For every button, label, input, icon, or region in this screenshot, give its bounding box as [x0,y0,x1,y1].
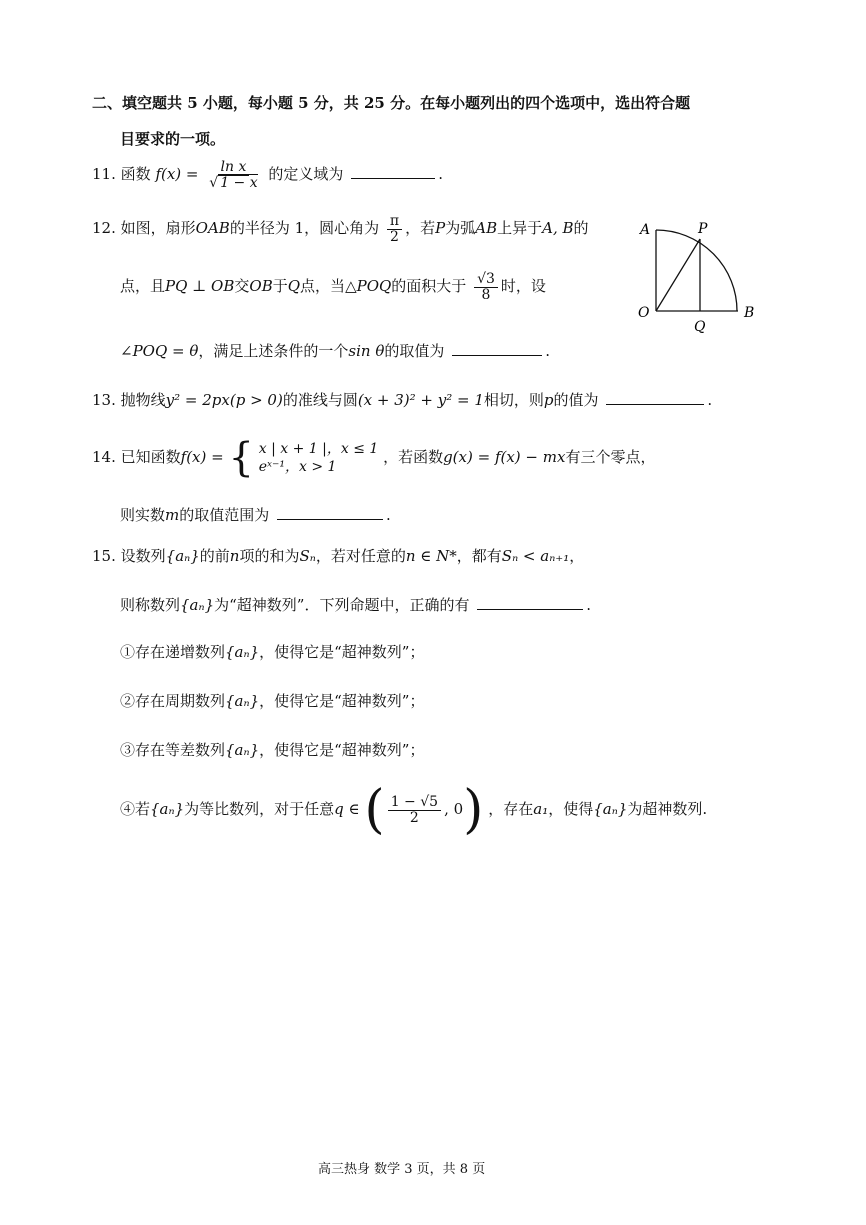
question-15-line1 [92,545,584,566]
q13-text: 抛物线 [120,391,166,409]
q15-text: ，使得它是“超神数列”； [259,643,425,661]
q15-an: {aₙ} [225,692,260,710]
q15-q-den: 2 [409,809,419,826]
question-14-line1 [92,435,656,481]
q14-text: 的取值范围为 [179,506,270,524]
q12-number: 12. [92,219,116,238]
q15-option-1 [120,641,424,662]
q13-parabola: y² = 2px(p > 0) [165,391,283,409]
label-q: Q [694,319,706,335]
q14-brace: { [228,435,254,481]
sector-figure [630,215,765,335]
question-12-line3 [120,340,550,361]
q14-fx: f(x) = [180,448,224,466]
q15-text: ③存在等差数列 [120,741,226,759]
q15-nset: n ∈ N* [405,547,457,565]
q12-angle-fraction [387,214,402,244]
q13-answer-blank[interactable] [606,390,704,405]
q11-end: . [438,165,443,184]
q13-text: 的准线与圆 [282,391,358,409]
segment-op [656,239,700,311]
q15-an: {aₙ} [165,547,200,565]
q15-option-3 [120,739,424,760]
q15-an: {aₙ} [225,643,260,661]
q11-den-inner: 1 − x [220,174,258,191]
q12-answer-blank[interactable] [452,341,542,356]
q14-case2: eˣ⁻¹，x > 1 [258,459,337,475]
q15-sn: Sₙ [299,547,316,565]
section-heading-line2: 目要求的一项。 [120,130,226,148]
q15-text: ，存在 [488,800,534,818]
q15-q-num: 1 − √5 [388,795,441,811]
q15-an: {aₙ} [180,596,215,614]
q15-an: {aₙ} [593,800,628,818]
q13-end: . [707,391,713,409]
q12-end: . [545,342,550,360]
question-11 [92,160,443,190]
q12-text: 时，设 [500,277,546,296]
q15-an: {aₙ} [150,800,185,818]
q12-text: ，若 [405,219,436,238]
question-13 [92,389,712,410]
q14-end: . [386,506,391,524]
q15-q-tail: , 0 [444,800,464,818]
q15-end: . [586,596,592,614]
q13-text: 的值为 [553,391,599,409]
q12-text: 的 [573,219,589,238]
q12-text: 点，且 [120,277,166,296]
q12-pq-perp: PQ ⊥ OB [165,277,235,296]
q11-fraction [206,160,260,190]
q15-a1: a₁ [533,800,549,818]
q12-text: 的面积大于 [391,277,467,296]
label-a: A [640,222,651,238]
q15-text: ，使得它是“超神数列”； [259,692,425,710]
q15-text: 为等比数列，对于任意 [184,800,335,818]
q14-text: 已知函数 [120,448,181,466]
q14-piecewise [259,440,379,476]
q15-text: ， [569,547,585,565]
q14-number: 14. [92,448,116,466]
question-12-line1 [92,214,589,244]
q14-text: 则实数 [120,506,166,524]
q12-text: 如图，扇形 [120,219,196,238]
q12-angle-num: π [387,214,402,230]
q15-text: 为超神数列. [627,800,708,818]
q12-angle-den: 2 [390,228,399,245]
q14-answer-blank[interactable] [277,505,383,520]
q15-text: ，使得它是“超神数列”； [259,741,425,759]
q13-number: 13. [92,391,116,409]
q14-m: m [165,506,180,524]
q15-inequality: Sₙ < aₙ₊₁ [501,547,570,565]
q15-text: 设数列 [120,547,166,565]
q14-gx: g(x) = f(x) − mx [443,448,566,466]
q11-answer-blank[interactable] [351,164,435,179]
q11-suffix: 的定义域为 [268,165,344,184]
q15-right-paren: ) [463,780,484,840]
q15-text: 则称数列 [120,596,181,614]
q14-text: ，若函数 [383,448,444,466]
q12-p: P [435,219,446,238]
section-heading-line1: 二、填空题共 5 小题，每小题 5 分，共 25 分。在每小题列出的四个选项中，选出符合题 [92,94,691,112]
q12-area-num: √3 [474,272,498,288]
q15-text: ，都有 [456,547,502,565]
q12-triangle: △POQ [345,277,392,296]
q15-text: ②存在周期数列 [120,692,226,710]
q12-ab-points: A, B [542,219,574,238]
question-14-line2 [120,504,391,525]
q12-text: 于 [272,277,288,296]
q15-answer-blank[interactable] [477,595,583,610]
q12-area-den: 8 [481,286,491,303]
label-p: P [698,221,708,237]
q12-ab: AB [475,219,498,238]
q15-an: {aₙ} [225,741,260,759]
q15-q: q ∈ [334,800,360,818]
q11-den-sqrt: √ [209,174,219,191]
q15-text: ④若 [120,800,151,818]
q15-text: 为“超神数列”．下列命题中，正确的有 [214,596,470,614]
page-footer: 高三热身 数学 3 页，共 8 页 [318,1162,486,1177]
q13-p: p [543,391,554,409]
q15-text: 的前 [199,547,230,565]
q15-text: ，若对任意的 [315,547,406,565]
q15-number: 15. [92,547,116,565]
label-b: B [744,305,755,321]
q13-circle: (x + 3)² + y² = 1 [357,391,484,409]
q12-q: Q [287,277,301,296]
q15-text: ①存在递增数列 [120,643,226,661]
q15-left-paren: ( [364,780,385,840]
q12-oab: OAB [195,219,230,238]
q11-number: 11. [92,165,116,184]
q12-text: 上异于 [497,219,543,238]
q12-ob: OB [249,277,273,296]
q15-q-fraction [388,795,441,825]
question-15-line2 [120,594,591,615]
q15-text: 项的和为 [239,547,300,565]
arc-ab [656,230,737,311]
q15-option-4 [120,780,708,840]
q12-text: 点，当 [300,277,346,296]
q14-text: 有三个零点， [565,448,656,466]
q12-area-fraction [474,272,498,302]
q12-angle-def: ∠POQ = θ [120,342,199,360]
question-12-line2 [120,272,546,302]
q11-fx: f(x) = [155,165,199,184]
q15-option-2 [120,690,424,711]
q12-sin: sin θ [348,342,385,360]
q12-text: ，满足上述条件的一个 [198,342,349,360]
q14-case1: x | x + 1 |，x ≤ 1 [258,440,379,457]
q15-n: n [229,547,240,565]
q13-text: 相切，则 [483,391,544,409]
q12-text: 交 [234,277,250,296]
q12-text: 的取值为 [384,342,445,360]
q12-text: 为弧 [445,219,476,238]
q12-text: 的半径为 1，圆心角为 [229,219,380,238]
q11-numerator: ln x [218,160,250,176]
q11-prefix: 函数 [120,165,151,184]
label-o: O [638,305,650,321]
q15-text: ，使得 [548,800,594,818]
